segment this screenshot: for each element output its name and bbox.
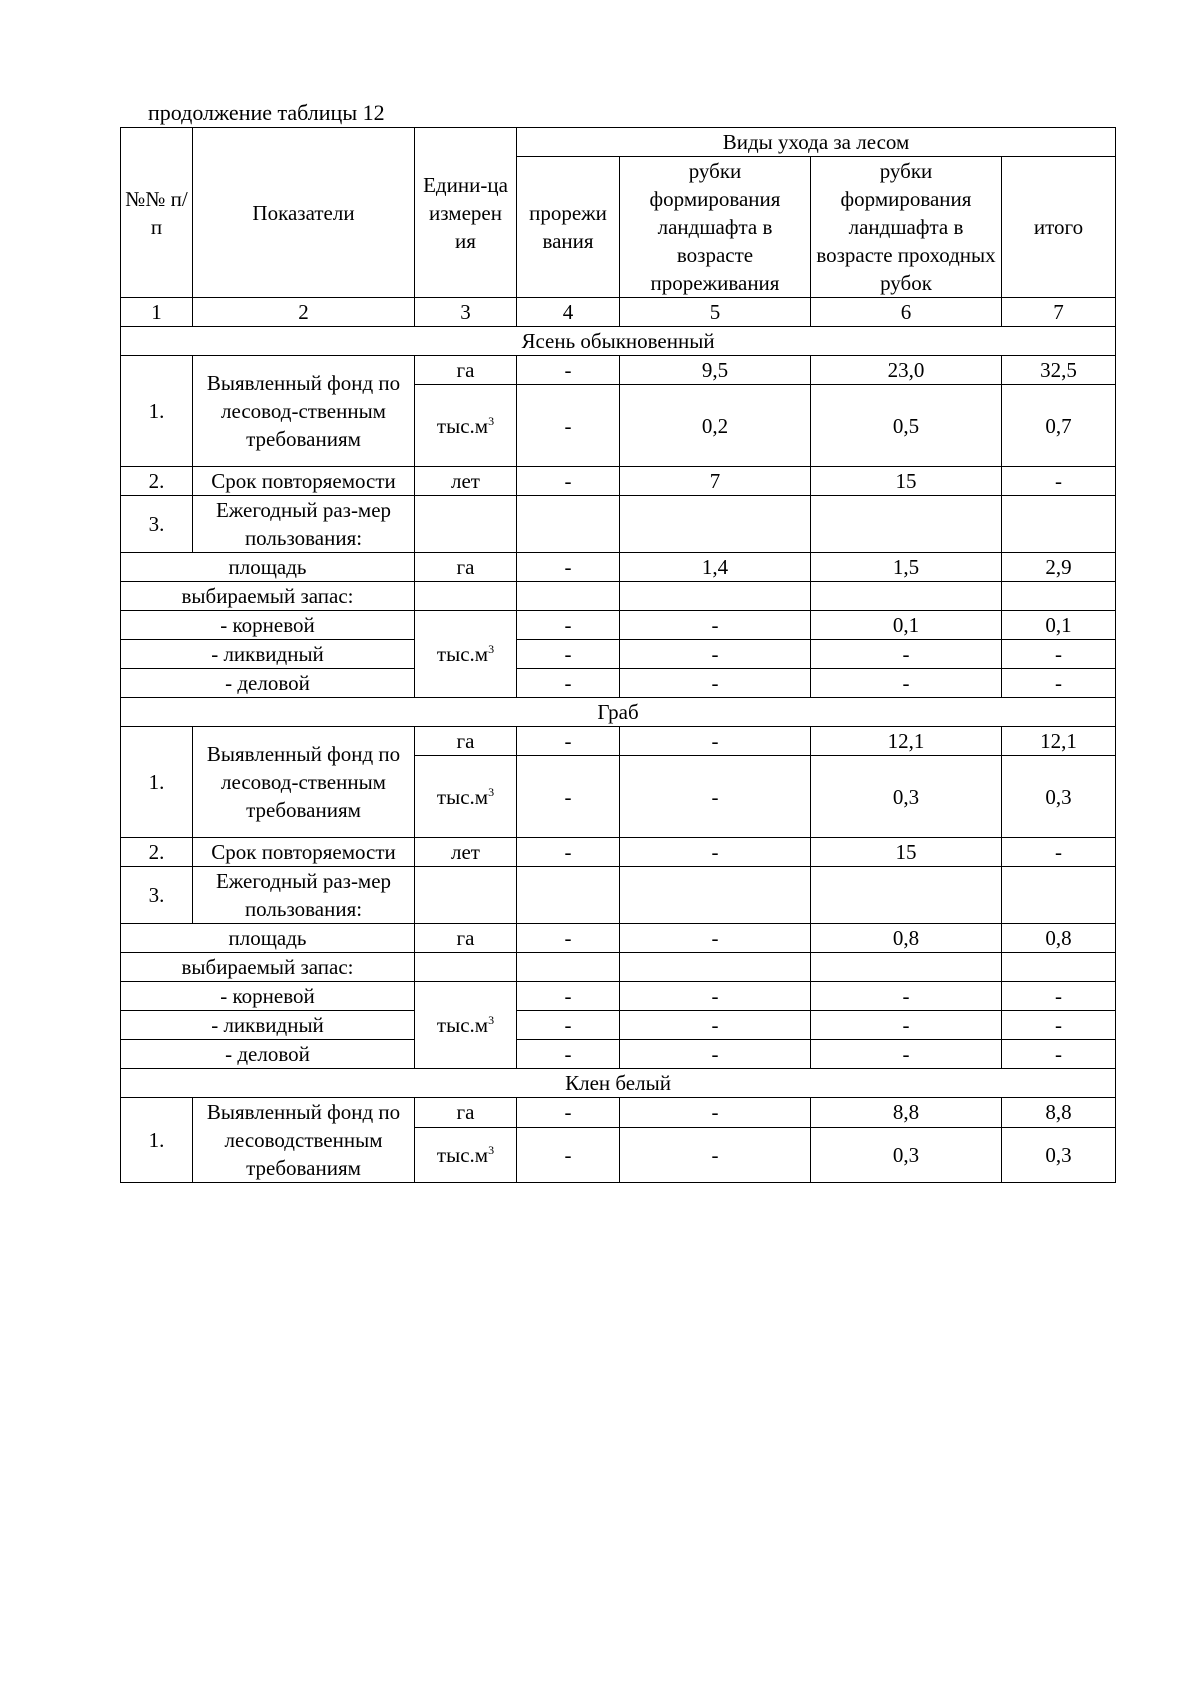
row-label: - ликвидный bbox=[121, 640, 415, 669]
unit-cell: $тыс.м^3$ bbox=[415, 385, 517, 467]
row-label: - ликвидный bbox=[121, 1011, 415, 1040]
value-cell: 15 bbox=[811, 838, 1002, 867]
row-number: 1. bbox=[121, 356, 193, 467]
table-row bbox=[121, 611, 1116, 640]
header-total: итого bbox=[1002, 157, 1116, 298]
column-numbers-row bbox=[121, 298, 1116, 327]
value-cell: 9,5 bbox=[620, 356, 811, 385]
value-cell: 0,8 bbox=[811, 924, 1002, 953]
value-cell: - bbox=[620, 640, 811, 669]
header-indicators: Показатели bbox=[193, 128, 415, 298]
value-cell: - bbox=[517, 1040, 620, 1069]
section-row bbox=[121, 327, 1116, 356]
col-number: 6 bbox=[811, 298, 1002, 327]
value-cell: - bbox=[517, 756, 620, 838]
unit-cell: га bbox=[415, 553, 517, 582]
unit-cell: лет bbox=[415, 467, 517, 496]
value-cell: - bbox=[811, 1011, 1002, 1040]
value-cell: - bbox=[517, 1098, 620, 1128]
row-label: Ежегодный раз-мер пользования: bbox=[193, 867, 415, 924]
table-row bbox=[121, 356, 1116, 385]
value-cell: 12,1 bbox=[811, 727, 1002, 756]
unit-cell: га bbox=[415, 727, 517, 756]
table-row bbox=[121, 1040, 1116, 1069]
value-cell: 8,8 bbox=[811, 1098, 1002, 1128]
table-row bbox=[121, 924, 1116, 953]
row-label: выбираемый запас: bbox=[121, 582, 415, 611]
value-cell: - bbox=[620, 669, 811, 698]
value-cell: - bbox=[517, 553, 620, 582]
empty-cell bbox=[517, 953, 620, 982]
value-cell: - bbox=[517, 1127, 620, 1182]
unit-cell: $тыс.м^3$ bbox=[415, 1127, 517, 1182]
empty-cell bbox=[1002, 582, 1116, 611]
table-row bbox=[121, 640, 1116, 669]
species-title: Граб bbox=[121, 698, 1116, 727]
empty-cell bbox=[415, 582, 517, 611]
table-row bbox=[121, 982, 1116, 1011]
col-number: 3 bbox=[415, 298, 517, 327]
value-cell: - bbox=[517, 611, 620, 640]
header-num: №№ п/п bbox=[121, 128, 193, 298]
table-row bbox=[121, 727, 1116, 756]
header-care-types: Виды ухода за лесом bbox=[517, 128, 1116, 157]
table-row bbox=[121, 838, 1116, 867]
unit-cell: га bbox=[415, 1098, 517, 1128]
row-label: Выявленный фонд по лесовод-ственным требованиям bbox=[193, 356, 415, 467]
unit-cell: га bbox=[415, 924, 517, 953]
species-title: Ясень обыкновенный bbox=[121, 327, 1116, 356]
unit-cell: $тыс.м^3$ bbox=[415, 982, 517, 1069]
value-cell: 1,5 bbox=[811, 553, 1002, 582]
row-label: - деловой bbox=[121, 1040, 415, 1069]
value-cell: - bbox=[517, 640, 620, 669]
value-cell: 0,3 bbox=[1002, 756, 1116, 838]
row-number: 3. bbox=[121, 496, 193, 553]
value-cell: - bbox=[620, 982, 811, 1011]
value-cell: - bbox=[517, 924, 620, 953]
empty-cell bbox=[517, 582, 620, 611]
row-label: - корневой bbox=[121, 982, 415, 1011]
value-cell: 23,0 bbox=[811, 356, 1002, 385]
col-number: 1 bbox=[121, 298, 193, 327]
empty-cell bbox=[620, 582, 811, 611]
value-cell: 12,1 bbox=[1002, 727, 1116, 756]
empty-cell bbox=[517, 867, 620, 924]
value-cell: - bbox=[1002, 669, 1116, 698]
value-cell: - bbox=[517, 982, 620, 1011]
header-unit: Едини-ца измерен ия bbox=[415, 128, 517, 298]
value-cell: 0,3 bbox=[1002, 1127, 1116, 1182]
section-row bbox=[121, 698, 1116, 727]
row-label: Срок повторяемости bbox=[193, 467, 415, 496]
empty-cell bbox=[1002, 496, 1116, 553]
value-cell: 0,1 bbox=[811, 611, 1002, 640]
value-cell: 32,5 bbox=[1002, 356, 1116, 385]
value-cell: - bbox=[517, 385, 620, 467]
empty-cell bbox=[620, 953, 811, 982]
empty-cell bbox=[517, 496, 620, 553]
empty-cell bbox=[415, 496, 517, 553]
table-row bbox=[121, 553, 1116, 582]
value-cell: 0,1 bbox=[1002, 611, 1116, 640]
header-thinning: прорежи вания bbox=[517, 157, 620, 298]
value-cell: - bbox=[811, 982, 1002, 1011]
value-cell: 0,7 bbox=[1002, 385, 1116, 467]
unit-cell: га bbox=[415, 356, 517, 385]
row-label: Выявленный фонд по лесоводственным требованиям bbox=[193, 1098, 415, 1183]
col-number: 4 bbox=[517, 298, 620, 327]
table-row bbox=[121, 1011, 1116, 1040]
row-label: Срок повторяемости bbox=[193, 838, 415, 867]
value-cell: - bbox=[517, 838, 620, 867]
value-cell: - bbox=[620, 1040, 811, 1069]
value-cell: 0,3 bbox=[811, 756, 1002, 838]
empty-cell bbox=[1002, 867, 1116, 924]
forest-care-table bbox=[120, 127, 1116, 1183]
value-cell: - bbox=[620, 924, 811, 953]
value-cell: - bbox=[1002, 1040, 1116, 1069]
row-number: 3. bbox=[121, 867, 193, 924]
value-cell: - bbox=[1002, 640, 1116, 669]
value-cell: - bbox=[1002, 467, 1116, 496]
row-number: 2. bbox=[121, 467, 193, 496]
empty-cell bbox=[620, 496, 811, 553]
value-cell: - bbox=[811, 640, 1002, 669]
value-cell: 1,4 bbox=[620, 553, 811, 582]
value-cell: - bbox=[620, 727, 811, 756]
col-number: 2 bbox=[193, 298, 415, 327]
value-cell: - bbox=[517, 669, 620, 698]
value-cell: - bbox=[620, 1127, 811, 1182]
value-cell: 0,8 bbox=[1002, 924, 1116, 953]
table-row bbox=[121, 496, 1116, 553]
empty-cell bbox=[811, 582, 1002, 611]
empty-cell bbox=[1002, 953, 1116, 982]
header-landscape-thinning-age: рубки формирования ландшафта в возрасте прореживания bbox=[620, 157, 811, 298]
unit-cell: лет bbox=[415, 838, 517, 867]
value-cell: 15 bbox=[811, 467, 1002, 496]
table-row bbox=[121, 669, 1116, 698]
row-label: - деловой bbox=[121, 669, 415, 698]
table-row bbox=[121, 1098, 1116, 1128]
unit-cell: $тыс.м^3$ bbox=[415, 611, 517, 698]
value-cell: - bbox=[620, 1011, 811, 1040]
species-title: Клен белый bbox=[121, 1069, 1116, 1098]
unit-cell: $тыс.м^3$ bbox=[415, 756, 517, 838]
empty-cell bbox=[415, 867, 517, 924]
row-label: Выявленный фонд по лесовод-ственным требованиям bbox=[193, 727, 415, 838]
value-cell: 0,2 bbox=[620, 385, 811, 467]
empty-cell bbox=[811, 496, 1002, 553]
row-number: 2. bbox=[121, 838, 193, 867]
table-row bbox=[121, 582, 1116, 611]
col-number: 5 bbox=[620, 298, 811, 327]
empty-cell bbox=[415, 953, 517, 982]
header-landscape-passage-age: рубки формирования ландшафта в возрасте проходных рубок bbox=[811, 157, 1002, 298]
col-number: 7 bbox=[1002, 298, 1116, 327]
value-cell: - bbox=[620, 838, 811, 867]
value-cell: 0,3 bbox=[811, 1127, 1002, 1182]
value-cell: - bbox=[1002, 838, 1116, 867]
row-label: площадь bbox=[121, 924, 415, 953]
value-cell: - bbox=[517, 1011, 620, 1040]
value-cell: 8,8 bbox=[1002, 1098, 1116, 1128]
value-cell: - bbox=[620, 756, 811, 838]
section-row bbox=[121, 1069, 1116, 1098]
row-number: 1. bbox=[121, 1098, 193, 1183]
value-cell: 7 bbox=[620, 467, 811, 496]
empty-cell bbox=[811, 867, 1002, 924]
value-cell: - bbox=[811, 1040, 1002, 1069]
value-cell: - bbox=[620, 611, 811, 640]
empty-cell bbox=[620, 867, 811, 924]
row-number: 1. bbox=[121, 727, 193, 838]
table-row bbox=[121, 867, 1116, 924]
value-cell: - bbox=[517, 467, 620, 496]
row-label: выбираемый запас: bbox=[121, 953, 415, 982]
value-cell: 0,5 bbox=[811, 385, 1002, 467]
row-label: Ежегодный раз-мер пользования: bbox=[193, 496, 415, 553]
row-label: площадь bbox=[121, 553, 415, 582]
value-cell: - bbox=[1002, 982, 1116, 1011]
table-row bbox=[121, 467, 1116, 496]
table-row bbox=[121, 953, 1116, 982]
value-cell: - bbox=[1002, 1011, 1116, 1040]
value-cell: - bbox=[811, 669, 1002, 698]
value-cell: - bbox=[620, 1098, 811, 1128]
table-caption: продолжение таблицы 12 bbox=[148, 100, 385, 125]
value-cell: - bbox=[517, 356, 620, 385]
row-label: - корневой bbox=[121, 611, 415, 640]
empty-cell bbox=[811, 953, 1002, 982]
value-cell: - bbox=[517, 727, 620, 756]
value-cell: 2,9 bbox=[1002, 553, 1116, 582]
